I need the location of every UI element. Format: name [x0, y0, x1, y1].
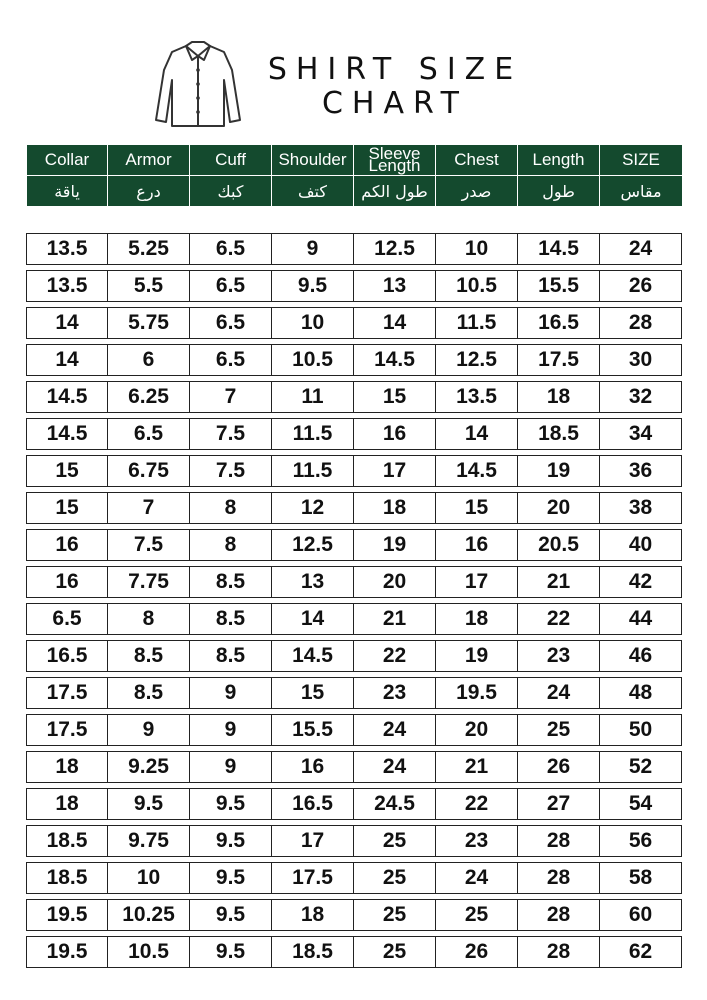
cell-size: 34	[599, 418, 682, 450]
cell-cuff: 6.5	[189, 307, 271, 339]
cell-armor: 7.5	[107, 529, 189, 561]
cell-collar: 16.5	[26, 640, 107, 672]
cell-sleeve-length: 15	[353, 381, 435, 413]
cell-chest: 22	[435, 788, 517, 820]
size-chart-header	[26, 144, 683, 207]
cell-collar: 16	[26, 566, 107, 598]
table-row	[26, 233, 682, 265]
table-row	[26, 714, 682, 746]
page-title-line-1: SHIRT SIZE	[267, 52, 523, 87]
cell-sleeve-length: 23	[353, 677, 435, 709]
cell-armor: 9.75	[107, 825, 189, 857]
cell-sleeve-length: 12.5	[353, 233, 435, 265]
table-row	[26, 677, 682, 709]
cell-cuff: 8	[189, 529, 271, 561]
cell-size: 46	[599, 640, 682, 672]
column-header-shoulder: Shoulder	[272, 145, 354, 176]
cell-size: 32	[599, 381, 682, 413]
cell-collar: 15	[26, 455, 107, 487]
cell-collar: 13.5	[26, 233, 107, 265]
table-row	[26, 455, 682, 487]
cell-cuff: 6.5	[189, 344, 271, 376]
table-row	[26, 566, 682, 598]
column-header-chest: Chest	[436, 145, 518, 176]
cell-collar: 18	[26, 788, 107, 820]
cell-collar: 17.5	[26, 677, 107, 709]
table-row	[26, 492, 682, 524]
cell-collar: 13.5	[26, 270, 107, 302]
cell-size: 40	[599, 529, 682, 561]
cell-shoulder: 15.5	[271, 714, 353, 746]
table-row	[26, 788, 682, 820]
cell-size: 52	[599, 751, 682, 783]
cell-chest: 19	[435, 640, 517, 672]
shirt-icon	[148, 40, 248, 130]
cell-chest: 25	[435, 899, 517, 931]
cell-size: 44	[599, 603, 682, 635]
cell-collar: 17.5	[26, 714, 107, 746]
cell-length: 21	[517, 566, 599, 598]
cell-armor: 10.5	[107, 936, 189, 968]
cell-shoulder: 11.5	[271, 455, 353, 487]
cell-collar: 18	[26, 751, 107, 783]
cell-sleeve-length: 25	[353, 936, 435, 968]
table-row	[26, 381, 682, 413]
column-header-size: SIZE	[600, 145, 683, 176]
cell-sleeve-length: 25	[353, 899, 435, 931]
cell-collar: 18.5	[26, 862, 107, 894]
cell-collar: 18.5	[26, 825, 107, 857]
cell-chest: 10.5	[435, 270, 517, 302]
cell-collar: 14	[26, 344, 107, 376]
cell-shoulder: 14	[271, 603, 353, 635]
cell-armor: 8.5	[107, 677, 189, 709]
table-row	[26, 603, 682, 635]
table-row	[26, 936, 682, 968]
cell-armor: 8.5	[107, 640, 189, 672]
cell-length: 14.5	[517, 233, 599, 265]
cell-sleeve-length: 19	[353, 529, 435, 561]
cell-shoulder: 12	[271, 492, 353, 524]
cell-collar: 14	[26, 307, 107, 339]
cell-size: 60	[599, 899, 682, 931]
cell-collar: 15	[26, 492, 107, 524]
cell-cuff: 9.5	[189, 825, 271, 857]
cell-length: 28	[517, 862, 599, 894]
cell-shoulder: 10	[271, 307, 353, 339]
cell-armor: 9.25	[107, 751, 189, 783]
cell-shoulder: 15	[271, 677, 353, 709]
cell-sleeve-length: 18	[353, 492, 435, 524]
cell-armor: 6.5	[107, 418, 189, 450]
cell-chest: 14	[435, 418, 517, 450]
header-row-english	[27, 145, 683, 176]
column-header-sleeve-length: Sleeve Length	[354, 145, 436, 176]
cell-armor: 6	[107, 344, 189, 376]
cell-collar: 6.5	[26, 603, 107, 635]
cell-cuff: 8	[189, 492, 271, 524]
cell-collar: 19.5	[26, 899, 107, 931]
cell-armor: 7.75	[107, 566, 189, 598]
cell-length: 18.5	[517, 418, 599, 450]
cell-length: 18	[517, 381, 599, 413]
cell-chest: 21	[435, 751, 517, 783]
cell-chest: 15	[435, 492, 517, 524]
table-row	[26, 640, 682, 672]
cell-sleeve-length: 25	[353, 862, 435, 894]
cell-length: 17.5	[517, 344, 599, 376]
column-header-length-ar: طول	[518, 176, 600, 207]
cell-cuff: 9.5	[189, 788, 271, 820]
cell-shoulder: 17	[271, 825, 353, 857]
cell-sleeve-length: 14.5	[353, 344, 435, 376]
cell-chest: 20	[435, 714, 517, 746]
table-row	[26, 529, 682, 561]
table-row	[26, 825, 682, 857]
cell-size: 56	[599, 825, 682, 857]
cell-size: 38	[599, 492, 682, 524]
cell-sleeve-length: 14	[353, 307, 435, 339]
cell-size: 42	[599, 566, 682, 598]
cell-sleeve-length: 25	[353, 825, 435, 857]
cell-size: 24	[599, 233, 682, 265]
cell-cuff: 9	[189, 714, 271, 746]
cell-chest: 16	[435, 529, 517, 561]
cell-shoulder: 11.5	[271, 418, 353, 450]
cell-chest: 23	[435, 825, 517, 857]
cell-sleeve-length: 21	[353, 603, 435, 635]
cell-size: 58	[599, 862, 682, 894]
cell-size: 48	[599, 677, 682, 709]
cell-length: 23	[517, 640, 599, 672]
cell-length: 15.5	[517, 270, 599, 302]
cell-sleeve-length: 16	[353, 418, 435, 450]
cell-shoulder: 16	[271, 751, 353, 783]
cell-size: 30	[599, 344, 682, 376]
cell-shoulder: 10.5	[271, 344, 353, 376]
cell-length: 16.5	[517, 307, 599, 339]
table-row	[26, 862, 682, 894]
column-header-size-ar: مقاس	[600, 176, 683, 207]
cell-cuff: 7	[189, 381, 271, 413]
cell-length: 25	[517, 714, 599, 746]
cell-cuff: 9	[189, 751, 271, 783]
cell-shoulder: 16.5	[271, 788, 353, 820]
column-header-sleeve-length-ar: طول الكم	[354, 176, 436, 207]
cell-chest: 14.5	[435, 455, 517, 487]
cell-shoulder: 13	[271, 566, 353, 598]
cell-cuff: 9	[189, 677, 271, 709]
cell-chest: 17	[435, 566, 517, 598]
cell-shoulder: 9.5	[271, 270, 353, 302]
cell-cuff: 8.5	[189, 566, 271, 598]
cell-length: 26	[517, 751, 599, 783]
table-row	[26, 418, 682, 450]
cell-collar: 14.5	[26, 381, 107, 413]
size-chart-table	[26, 228, 682, 973]
cell-size: 26	[599, 270, 682, 302]
cell-sleeve-length: 24	[353, 714, 435, 746]
cell-collar: 16	[26, 529, 107, 561]
cell-shoulder: 12.5	[271, 529, 353, 561]
cell-collar: 14.5	[26, 418, 107, 450]
cell-armor: 5.75	[107, 307, 189, 339]
table-row	[26, 307, 682, 339]
cell-chest: 11.5	[435, 307, 517, 339]
cell-length: 24	[517, 677, 599, 709]
table-row	[26, 899, 682, 931]
cell-armor: 6.75	[107, 455, 189, 487]
cell-size: 50	[599, 714, 682, 746]
cell-shoulder: 18.5	[271, 936, 353, 968]
cell-armor: 9	[107, 714, 189, 746]
cell-length: 28	[517, 899, 599, 931]
cell-armor: 5.5	[107, 270, 189, 302]
cell-cuff: 8.5	[189, 603, 271, 635]
cell-sleeve-length: 13	[353, 270, 435, 302]
column-header-shoulder-ar: كتف	[272, 176, 354, 207]
cell-chest: 19.5	[435, 677, 517, 709]
cell-shoulder: 9	[271, 233, 353, 265]
table-row	[26, 270, 682, 302]
cell-size: 28	[599, 307, 682, 339]
cell-length: 22	[517, 603, 599, 635]
page-title-line-2: CHART	[321, 86, 468, 121]
cell-shoulder: 11	[271, 381, 353, 413]
cell-length: 20.5	[517, 529, 599, 561]
cell-armor: 8	[107, 603, 189, 635]
cell-length: 27	[517, 788, 599, 820]
header-row-arabic	[27, 176, 683, 207]
cell-length: 19	[517, 455, 599, 487]
cell-length: 20	[517, 492, 599, 524]
column-header-length: Length	[518, 145, 600, 176]
cell-cuff: 8.5	[189, 640, 271, 672]
column-header-cuff: Cuff	[190, 145, 272, 176]
column-header-cuff-ar: كبك	[190, 176, 272, 207]
cell-cuff: 7.5	[189, 455, 271, 487]
cell-chest: 26	[435, 936, 517, 968]
cell-shoulder: 14.5	[271, 640, 353, 672]
cell-length: 28	[517, 825, 599, 857]
cell-cuff: 7.5	[189, 418, 271, 450]
cell-chest: 13.5	[435, 381, 517, 413]
column-header-collar: Collar	[27, 145, 108, 176]
cell-sleeve-length: 22	[353, 640, 435, 672]
cell-chest: 10	[435, 233, 517, 265]
cell-armor: 5.25	[107, 233, 189, 265]
cell-cuff: 9.5	[189, 899, 271, 931]
cell-sleeve-length: 17	[353, 455, 435, 487]
cell-cuff: 9.5	[189, 936, 271, 968]
cell-cuff: 9.5	[189, 862, 271, 894]
table-row	[26, 751, 682, 783]
cell-chest: 24	[435, 862, 517, 894]
column-header-chest-ar: صدر	[436, 176, 518, 207]
cell-sleeve-length: 24.5	[353, 788, 435, 820]
cell-chest: 18	[435, 603, 517, 635]
cell-length: 28	[517, 936, 599, 968]
cell-sleeve-length: 20	[353, 566, 435, 598]
cell-cuff: 6.5	[189, 270, 271, 302]
cell-armor: 10.25	[107, 899, 189, 931]
table-row	[26, 344, 682, 376]
cell-size: 54	[599, 788, 682, 820]
column-header-collar-ar: ياقة	[27, 176, 108, 207]
column-header-armor: Armor	[108, 145, 190, 176]
cell-size: 62	[599, 936, 682, 968]
cell-collar: 19.5	[26, 936, 107, 968]
cell-shoulder: 17.5	[271, 862, 353, 894]
cell-armor: 7	[107, 492, 189, 524]
column-header-armor-ar: درع	[108, 176, 190, 207]
cell-armor: 6.25	[107, 381, 189, 413]
cell-chest: 12.5	[435, 344, 517, 376]
cell-armor: 9.5	[107, 788, 189, 820]
cell-size: 36	[599, 455, 682, 487]
cell-sleeve-length: 24	[353, 751, 435, 783]
cell-shoulder: 18	[271, 899, 353, 931]
cell-armor: 10	[107, 862, 189, 894]
cell-cuff: 6.5	[189, 233, 271, 265]
